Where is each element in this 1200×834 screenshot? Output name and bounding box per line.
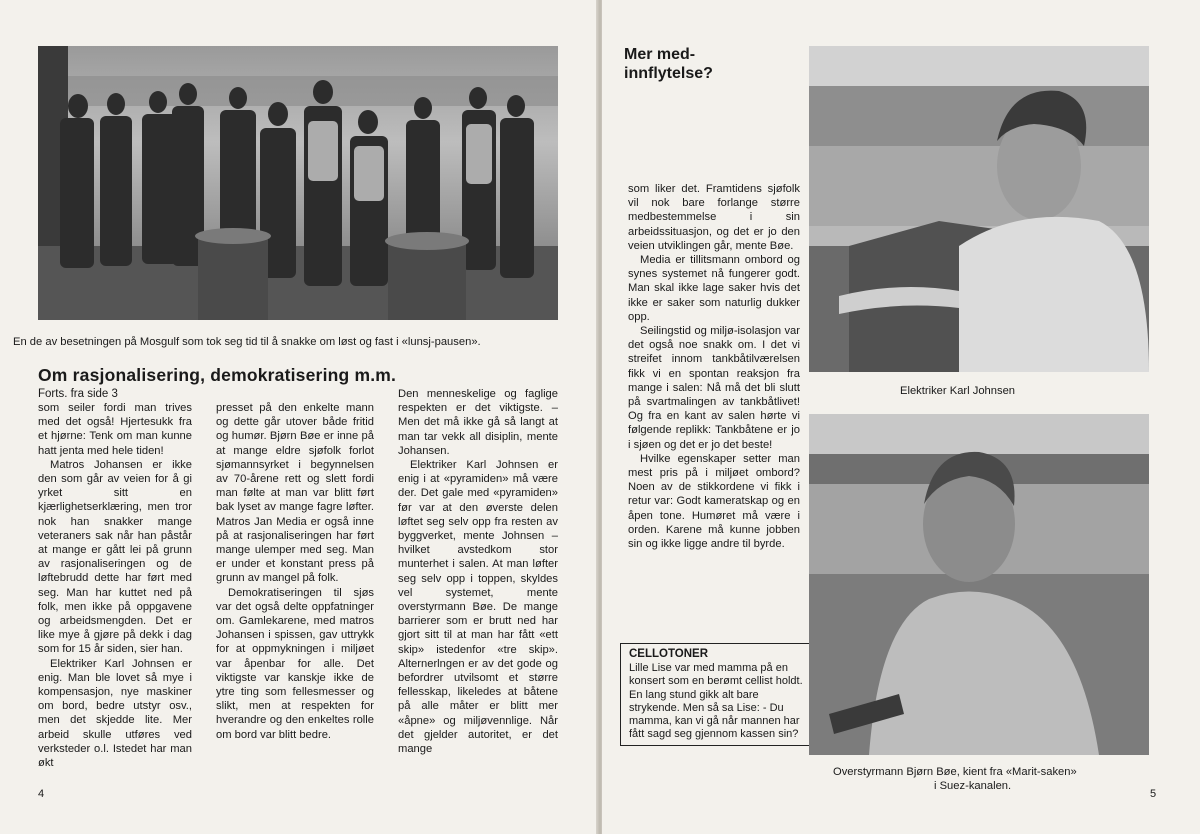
paragraph: Seilingstid og miljø-isolasjon var det også noe snakk om. I det vi streifet innom tankbåtilværelsen fikk vi en spontan reaksjon fra mange i salen: Nå må det bli slutt på svartmalingen av tankbåtlivet! Og fra en kant av salen hørte vi følgende replikk: Tankbåtene er jo i sjøen og det er jo det beste! xyxy=(628,325,800,451)
cellotoner-box xyxy=(620,643,816,746)
continued-from-label: Forts. fra side 3 xyxy=(38,388,118,400)
headline-text: Mer med-innflytelse? xyxy=(624,46,713,82)
paragraph: Den menneskelige og faglige respekten er det viktigste. – Men det må ikke gå så langt at man tar vekk all disiplin, mente Johansen. xyxy=(398,388,558,457)
article-column-1 xyxy=(38,401,192,770)
paragraph: Hvilke egenskaper setter man mest pris på i miljøet ombord? Noen av de stikkordene vi fikk i retur var: Godt kameratskap og en åpen tone. Humøret må være i orden. Karene må kunne jobben sin og ikke ligge andre til byrde. xyxy=(628,452,800,551)
portrait-bjorn-boe xyxy=(809,414,1149,755)
page-number: 4 xyxy=(38,788,45,800)
portrait-karl-johnsen xyxy=(809,46,1149,372)
article-headline: Om rasjonalisering, demokratisering m.m. xyxy=(38,365,397,385)
portrait-caption-top: Elektriker Karl Johnsen xyxy=(900,385,1016,397)
paragraph: som seiler fordi man trives med det også! Hjertesukk fra et hjørne: Tenk om man kunne hatt jenta med hele tiden! xyxy=(38,402,192,457)
box-title: CELLOTONER xyxy=(629,648,709,660)
paragraph: Media er tillitsmann ombord og synes systemet nå fungerer godt. Man skal ikke lage saker hvis det ikke er saker som naturlig dukker opp. xyxy=(628,254,800,323)
left-page xyxy=(0,0,598,834)
portrait-caption-bottom-2: i Suez-kanalen. xyxy=(934,780,1012,792)
group-photo-caption: En de av besetningen på Mosgulf som tok seg tid til å snakke om løst og fast i «lunsj-pausen». xyxy=(13,336,481,348)
section-headline xyxy=(624,45,734,83)
page-number: 5 xyxy=(1150,788,1157,800)
crew-group-photo xyxy=(38,46,558,320)
paragraph: Demokratiseringen til sjøs var det også delte oppfatninger om. Gamlekarene, med matros Johansen i spissen, gav uttrykk for at oppmykningen i miljøet var åpenbar for alle. Det viktigste var kanskje ikke de ytre ting som fellesmesser og slikt, men at respekten for hverandre og den enkeltes rolle om bord var blitt bedre. xyxy=(216,586,374,741)
paragraph: Elektriker Karl Johnsen er enig. Man ble lovet så mye i kompensasjon, nye maskiner om bord, bedre utstyr osv., men det skjedde lite. Mer arbeid skulle utføres ved verksteder o.l. Istedet har man økt xyxy=(38,657,192,770)
portrait-caption-bottom-1: Overstyrmann Bjørn Bøe, kient fra «Marit-saken» xyxy=(833,766,1077,778)
article-column-3 xyxy=(398,387,558,756)
paragraph: Matros Johansen er ikke den som går av veien for å gi yrket sitt en kjærlighetserklæring, men tror nok han snakker mange veteraners sak når han påstår at mange er gått lei på grunn av rasjonaliseringen og de løftebrudd dette har ført med seg. Man har kuttet ned på folk, men ikke på oppgavene og arbeidsmengden. Det er like mye å gjøre på dekk i dag som for 15 år siden, sier han. xyxy=(38,458,192,656)
paragraph: som liker det. Framtidens sjøfolk vil nok bare forlange større medbestemmelse i sin arbeidssituasjon, og det er jo den veien utviklingen går, mente Bøe. xyxy=(628,183,800,252)
article-column-2 xyxy=(216,401,374,742)
paragraph: presset på den enkelte mann og dette går utover både fritid og humør. Bjørn Bøe er inne på at mange eldre sjøfolk forlot sjømannsyrket i begynnelsen av 70-årene rett og slett fordi man følte at man var blitt ført bak lyset av mange fagre løfter. Matros Jan Media er også inne på at rasjonaliseringen har ført mange ulemper med seg. Man er under et konstant press på grunn av mangel på folk. xyxy=(216,402,374,585)
paragraph: Elektriker Karl Johnsen er enig i at «pyramiden» må være der. Det gale med «pyramiden» før var at den øverste delen løftet seg selv opp fra resten av byggverket, mente Johnsen – hvilket avstedkom stor munterhet i salen. At man løfter seg selv opp i toppen, skyldes vel systemet, mente overstyrmann Bøe. De mange barrierer som er brutt ned har gjort sitt til at man har fått «ett skip» istedenfor «tre skip». Alternerlngen er av det gode og befordrer utvilsomt et større fellesskap, likeledes at båtene på alle måter er blitt mer «åpne» og miljøvennlige. Når det gjelder autoritet, er det mange xyxy=(398,459,558,756)
article-column-right xyxy=(628,182,800,551)
right-page xyxy=(602,0,1200,834)
box-text: Lille Lise var med mamma på en konsert som en berømt cellist holdt. En lang stund gikk alt bare strykende. Men så sa Lise: - Du mamma, kan vi gå når mannen har fått sagd seg gjennom kassen sin? xyxy=(629,662,803,741)
